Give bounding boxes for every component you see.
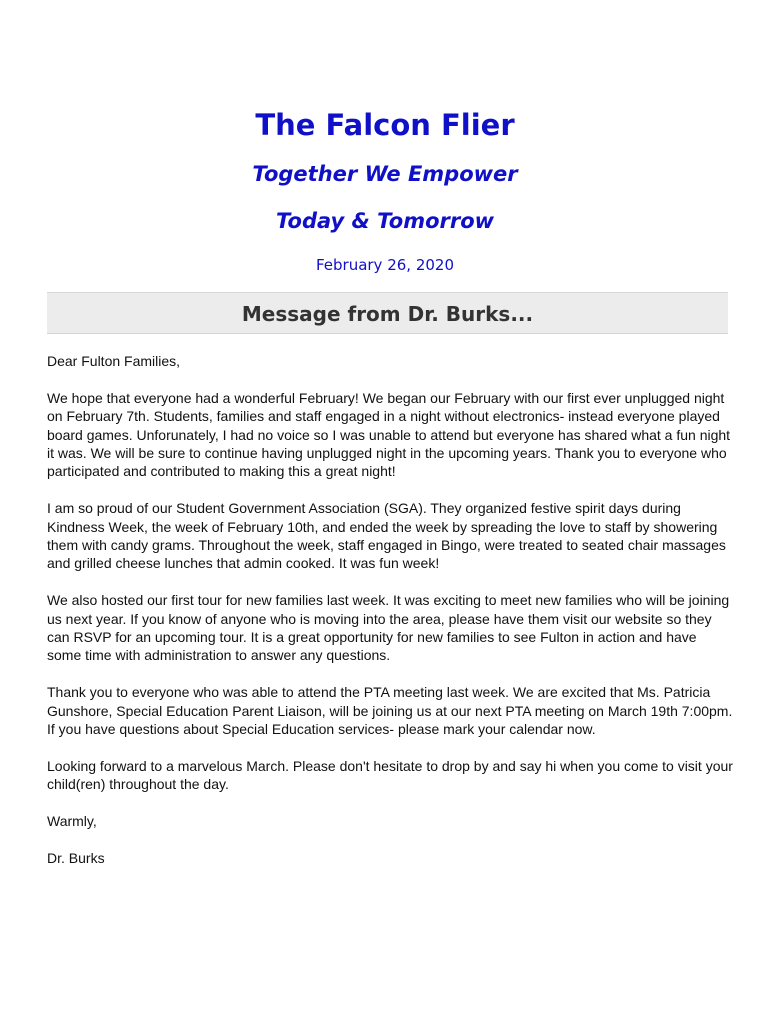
letter-closing: Warmly, [47,813,97,830]
letter-paragraph: Thank you to everyone who was able to attend the PTA meeting last week. We are excited that Ms. Patricia Gunshore, Special Education Parent Liaison, will be joining us at our next PTA meeting on March 19th 7:00pm. If you have questions about Special Education services- please mark your calendar now. [47,684,733,738]
letter-paragraph: Looking forward to a marvelous March. Please don't hesitate to drop by and say hi when you come to visit your child(ren) throughout the day. [47,757,733,793]
letter-signature: Dr. Burks [47,849,105,866]
letter-salutation: Dear Fulton Families, [47,353,181,369]
letter-paragraph: I am so proud of our Student Government Association (SGA). They organized festive spirit days during Kindness Week, the week of February 10th, and ended the week by spreading the love to staff by showering them with candy grams. Throughout the week, staff engaged in Bingo, were treated to seated chair massages and grilled cheese lunches that admin cooked. It was fun week! [47,500,726,572]
section-header-bar [47,292,728,334]
letter-paragraph: We hope that everyone had a wonderful February! We began our February with our first ever unplugged night on February 7th. Students, families and staff engaged in a night without electronics- instead everyone played board games. Unforunately, I had no voice so I was unable to attend but everyone has shared what a fun night it was. We will be sure to continue having unplugged night in the upcoming years. Thank you to everyone who participated and contributed to making this a great night! [47,389,731,480]
tagline-line-1: Together We Empower [252,162,518,186]
newsletter-title: The Falcon Flier [255,108,515,142]
letter-body [47,352,733,886]
letter-paragraph: We also hosted our first tour for new families last week. It was exciting to meet new families who will be joining us next year. If you know of anyone who is moving into the area, please have them visit our website so they can RSVP for an upcoming tour. It is a great opportunity for new families to see Fulton in action and have some time with administration to answer any questions. [47,592,730,664]
tagline-line-2: Today & Tomorrow [275,209,495,233]
issue-date: February 26, 2020 [315,256,455,274]
section-heading: Message from Dr. Burks... [241,302,534,326]
